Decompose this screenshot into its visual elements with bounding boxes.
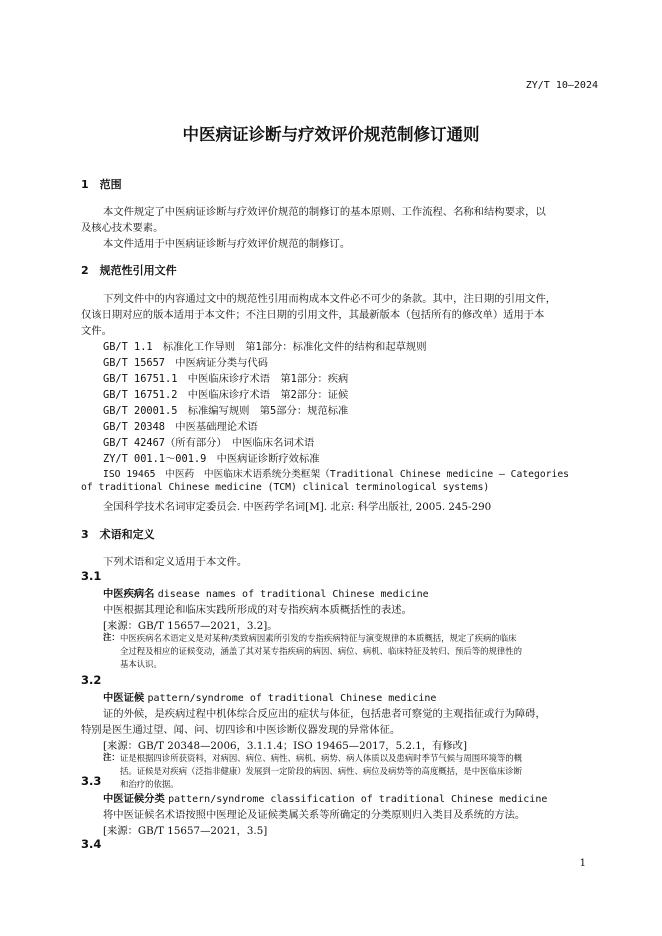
term-source: [来源：GB/T 15657—2021，3.5] — [103, 825, 268, 837]
reference-item: GB/T 20348 中医基础理论术语 — [103, 421, 258, 433]
reference-item-book: 全国科学技术名词审定委员会. 中医药学名词[M]. 北京: 科学出版社, 2005. 245-290 — [103, 501, 492, 513]
note-text-line: 中医疾病名术语定义是对某种/类致病因素所引发的专指疾病特征与演变规律的本质概括，规定了疾病的临床 — [120, 633, 517, 643]
term-en: pattern/syndrome of traditional Chinese medicine — [147, 693, 437, 704]
section-1-paragraph-1-line-1: 本文件规定了中医病证诊断与疗效评价规范的制修订的基本原则、工作流程、名称和结构要求，以 — [103, 206, 546, 218]
term-zh: 中医证候分类 — [103, 793, 165, 805]
term-en: disease names of traditional Chinese medicine — [157, 589, 429, 600]
standard-code: ZY/T 10—2024 — [525, 80, 598, 91]
page-number: 1 — [579, 858, 586, 869]
reference-item: GB/T 1.1 标准化工作导则 第1部分：标准化文件的结构和起草规则 — [103, 341, 427, 353]
note-text-line: 全过程及相应的证候变动，涵盖了其对某专指疾病的病因、病位、病机、临床特征及转归、预后等的规律性的 — [120, 646, 522, 656]
reference-item: GB/T 20001.5 标准编写规则 第5部分：规范标准 — [103, 405, 349, 417]
section-2-intro-line-2: 仅该日期对应的版本适用于本文件；不注日期的引用文件，其最新版本（包括所有的修改单）适用于本 — [81, 309, 545, 321]
term-source: [来源：GB/T 15657—2021，3.2]。 — [103, 620, 278, 632]
term-title — [103, 689, 436, 704]
note-text-line: 和治疗的依据。 — [120, 779, 179, 789]
section-1-paragraph-1-line-2: 及核心技术要素。 — [81, 222, 164, 234]
term-zh: 中医证候 — [103, 692, 145, 704]
reference-item: ZY/T 001.1～001.9 中医病证诊断疗效标准 — [103, 453, 320, 465]
note-text-line: 括。证候是对疾病（泛指非健康）发展到一定阶段的病因、病性、病位及病势等的高度概括，是中医临床诊断 — [120, 766, 522, 776]
term-number: 3.2 — [81, 673, 102, 687]
section-2-intro-line-3: 文件。 — [81, 325, 112, 337]
section-2-heading: 2 规范性引用文件 — [81, 264, 177, 277]
term-number: 3.4 — [81, 837, 102, 851]
note-label: 注： — [103, 752, 120, 762]
term-definition: 将中医证候名术语按照中医理论及证候类属关系等所确定的分类原则归入类目及系统的方法。 — [103, 809, 526, 821]
term-number: 3.3 — [81, 774, 102, 788]
document-title: 中医病证诊断与疗效评价规范制修订通则 — [182, 125, 480, 144]
term-definition-line-1: 证的外候，是疾病过程中机体综合反应出的症状与体征，包括患者可察觉的主观指征或行为障碍， — [103, 708, 546, 720]
reference-item: GB/T 15657 中医病证分类与代码 — [103, 357, 268, 369]
section-1-paragraph-2: 本文件适用于中医病证诊断与疗效评价规范的制修订。 — [103, 238, 351, 250]
section-1-heading: 1 范围 — [81, 178, 122, 191]
term-title — [103, 790, 547, 805]
section-2-intro-line-1: 下列文件中的内容通过文中的规范性引用而构成本文件必不可少的条款。其中，注日期的引用文件， — [103, 293, 557, 305]
term-title — [103, 585, 429, 600]
reference-iso-line-2: of traditional Chinese medicine (TCM) clinical terminological systems) — [81, 482, 490, 493]
term-definition-line-2: 特别是医生通过望、闻、问、切四诊和中医诊断仪器发现的异常体征。 — [81, 724, 401, 736]
reference-item: GB/T 42467（所有部分） 中医临床名词术语 — [103, 437, 315, 449]
term-en: pattern/syndrome classification of traditional Chinese medicine — [168, 794, 548, 805]
reference-item: GB/T 16751.1 中医临床诊疗术语 第1部分：疾病 — [103, 373, 349, 385]
reference-item: GB/T 16751.2 中医临床诊疗术语 第2部分：证候 — [103, 389, 349, 401]
term-number: 3.1 — [81, 569, 102, 583]
section-3-intro: 下列术语和定义适用于本文件。 — [103, 556, 248, 568]
term-source: [来源：GB/T 20348—2006，3.1.1.4；ISO 19465—2017，5.2.1，有修改] — [103, 740, 467, 752]
note-label: 注： — [103, 632, 120, 642]
section-3-heading: 3 术语和定义 — [81, 528, 155, 541]
note-text-line: 证是根据四诊所获资料，对病因、病位、病性、病机、病势、病人体质以及患病时季节气候与周围环境等的概 — [120, 753, 522, 763]
term-zh: 中医疾病名 — [103, 588, 155, 600]
term-definition: 中医根据其理论和临床实践所形成的对专指疾病本质概括性的表述。 — [103, 604, 412, 616]
reference-iso-line-1: ISO 19465 中医药 中医临床术语系统分类框架（Traditional Chinese medicine — Categories — [103, 469, 569, 480]
note-text-line: 基本认识。 — [120, 659, 162, 669]
